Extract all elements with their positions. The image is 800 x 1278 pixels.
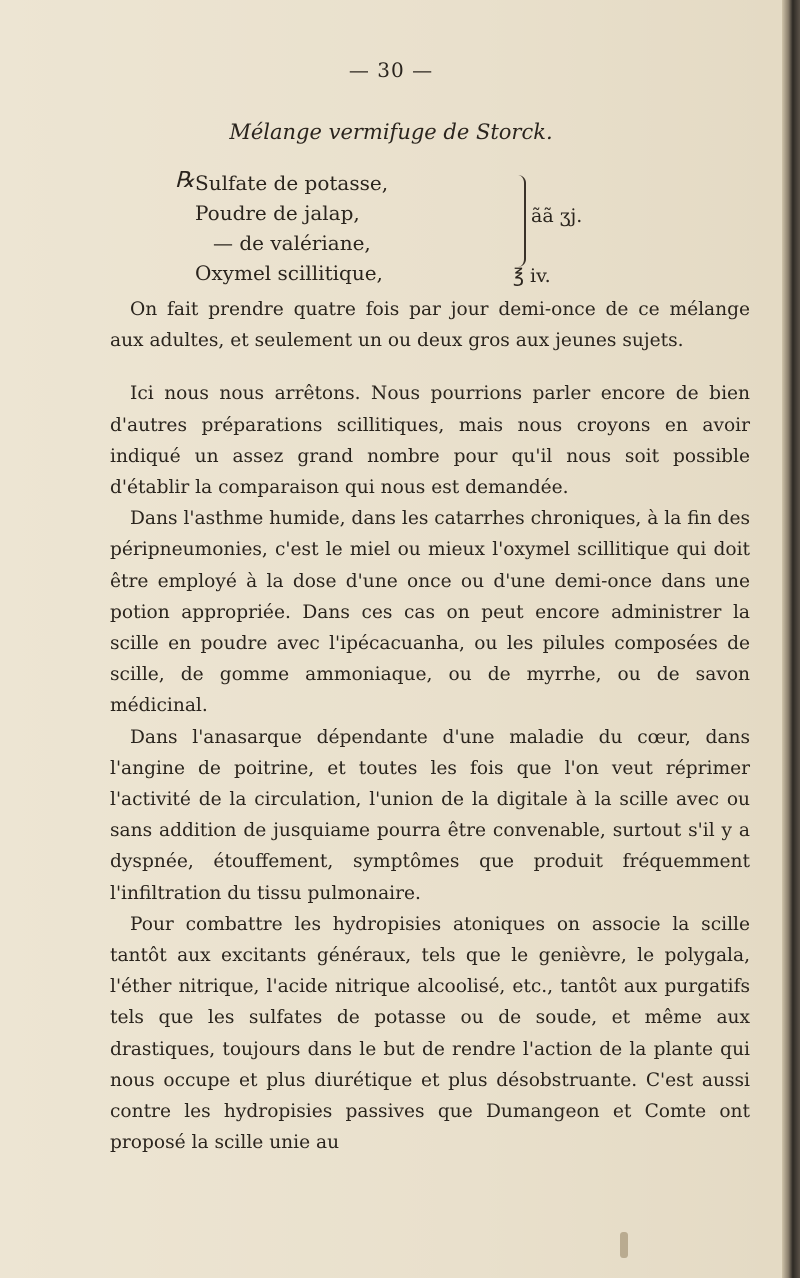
- recipe-dose-last: ℥ iv.: [513, 265, 551, 287]
- recipe-ingredient: Poudre de jalap,: [195, 201, 360, 225]
- page-edge-shadow: [782, 0, 800, 1278]
- recipe-ingredient: Sulfate de potasse,: [195, 171, 389, 195]
- recipe-block: [175, 168, 389, 288]
- paper-blemish: [620, 1232, 628, 1258]
- page-number: — 30 —: [348, 58, 434, 82]
- recipe-dose-group: ãã ʒj.: [531, 205, 583, 227]
- paragraph: On fait prendre quatre fois par jour demi-once de ce mélange aux adultes, et seulement un ou deux gros aux jeunes sujets.: [110, 299, 750, 352]
- recipe-ingredient: Oxymel scillitique,: [195, 261, 383, 285]
- paragraph: Ici nous nous arrêtons. Nous pourrions parler encore de bien d'autres préparations scillitiques, mais nous croyons en avoir indiqué un assez grand nombre pour qu'il nous soit possible d'établir la comparaison qui nous est demandée.: [110, 383, 750, 499]
- rx-symbol: ℞: [175, 168, 195, 193]
- paragraph: Dans l'anasarque dépendante d'une maladie du cœur, dans l'angine de poitrine, et toutes les fois que l'on veut réprimer l'activité de la circulation, l'union de la digitale à la scille avec ou sans addition de jusquiame pourra être convenable, surtout s'il y a dyspnée, étouffement, symptômes que produit fréquemment l'infiltration du tissu pulmonaire.: [110, 726, 750, 904]
- section-title: Mélange vermifuge de Storck.: [229, 120, 553, 144]
- paragraph: Pour combattre les hydropisies atoniques on associe la scille tantôt aux excitants généraux, tels que le genièvre, le polygala, l'éther nitrique, l'acide nitrique alcoolisé, etc., tantôt aux purgatifs tels que les sulfates de potasse ou de soude, et même aux drastiques, toujours dans le but de rendre l'action de la plante qui nous occupe et plus diurétique et plus désobstruante. C'est aussi contre les hydropisies passives que Dumangeon et Comte ont proposé la scille unie au: [110, 913, 750, 1154]
- recipe-brace: [514, 175, 526, 267]
- body-text: [110, 294, 750, 1158]
- paragraph: Dans l'asthme humide, dans les catarrhes chroniques, à la fin des péripneumonies, c'est le miel ou mieux l'oxymel scillitique qui doit être employé à la dose d'une once ou d'une demi-once dans une potion appropriée. Dans ces cas on peut encore administrer la scille en poudre avec l'ipécacuanha, ou les pilules composées de scille, de gomme ammoniaque, ou de myrrhe, ou de savon médicinal.: [110, 508, 750, 717]
- recipe-ingredient: — de valériane,: [213, 231, 371, 255]
